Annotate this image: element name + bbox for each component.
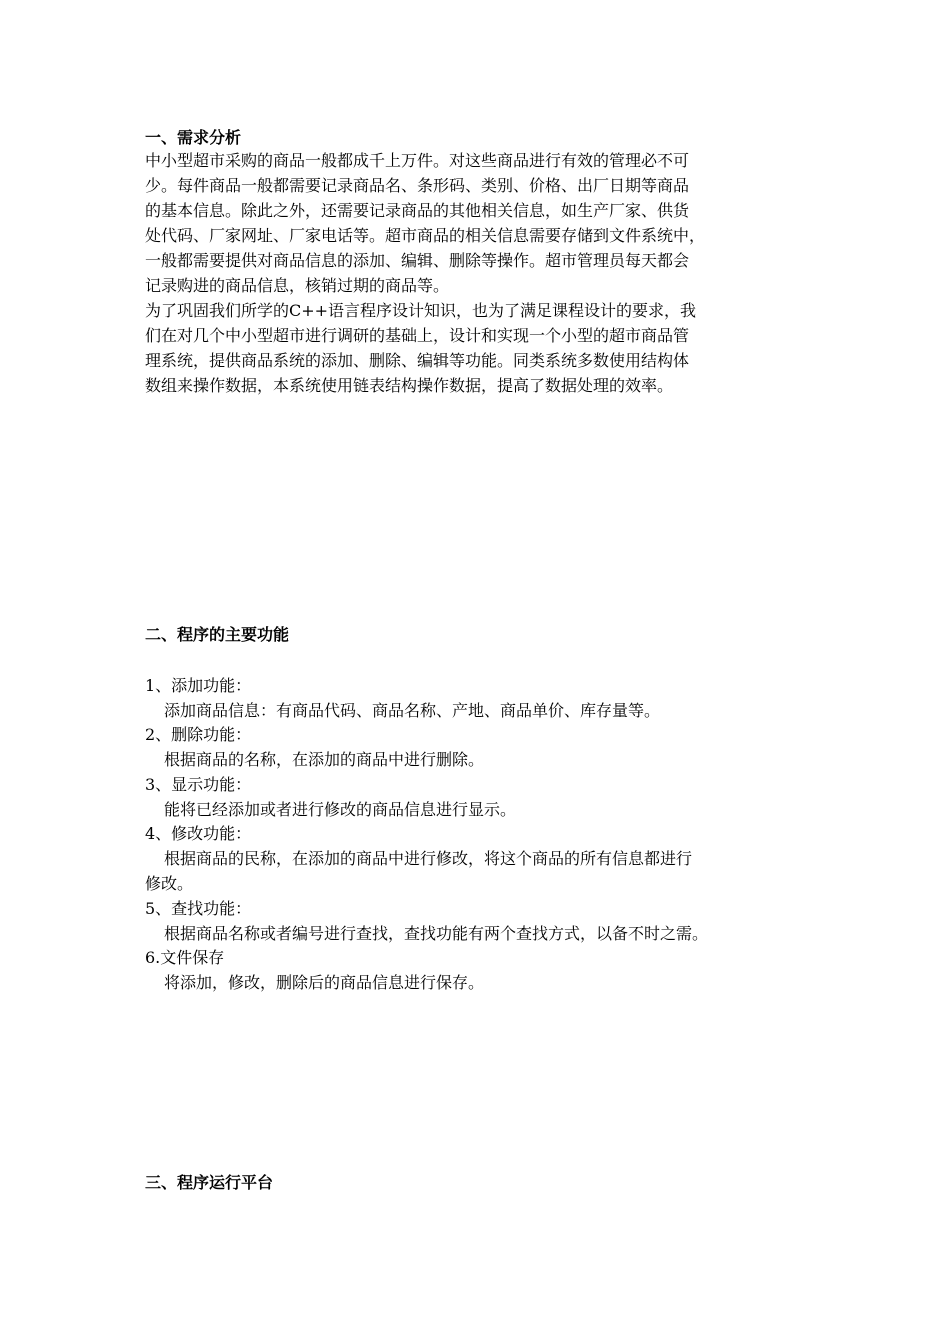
text-line: 理系统，提供商品系统的添加、删除、编辑等功能。同类系统多数使用结构体 <box>145 351 690 370</box>
function-list-item <box>145 772 516 822</box>
function-description-continued: 修改。 <box>145 874 194 893</box>
function-label: 4、修改功能： <box>145 824 252 843</box>
function-label: 6.文件保存 <box>145 948 225 967</box>
text-line: 记录购进的商品信息，核销过期的商品等。 <box>145 276 450 295</box>
text-line: 的基本信息。除此之外，还需要记录商品的其他相关信息，如生产厂家、供货 <box>145 201 690 220</box>
function-label: 1、添加功能： <box>145 676 252 695</box>
function-description: 添加商品信息：有商品代码、商品名称、产地、商品单价、库存量等。 <box>164 701 661 720</box>
section-1-paragraph-1 <box>145 148 825 298</box>
function-description: 根据商品的民称，在添加的商品中进行修改，将这个商品的所有信息都进行 <box>164 849 693 868</box>
section-1-paragraph-2 <box>145 298 825 398</box>
function-label: 5、查找功能： <box>145 899 252 918</box>
section-3-heading: 三、程序运行平台 <box>145 1173 274 1192</box>
text-line: 中小型超市采购的商品一般都成千上万件。对这些商品进行有效的管理必不可 <box>145 151 690 170</box>
function-description: 根据商品的名称，在添加的商品中进行删除。 <box>164 750 485 769</box>
function-list-item <box>145 945 484 995</box>
text-line: 为了巩固我们所学的C++语言程序设计知识，也为了满足课程设计的要求，我 <box>145 301 697 320</box>
function-list-item <box>145 673 660 723</box>
function-description: 根据商品名称或者编号进行查找，查找功能有两个查找方式，以备不时之需。 <box>164 924 709 943</box>
text-line: 数组来操作数据，本系统使用链表结构操作数据，提高了数据处理的效率。 <box>145 376 674 395</box>
text-line: 少。每件商品一般都需要记录商品名、条形码、类别、价格、出厂日期等商品 <box>145 176 690 195</box>
section-2-heading: 二、程序的主要功能 <box>145 625 290 644</box>
function-label: 3、显示功能： <box>145 775 252 794</box>
text-line: 一般都需要提供对商品信息的添加、编辑、删除等操作。超市管理员每天都会 <box>145 251 690 270</box>
function-label: 2、删除功能： <box>145 725 252 744</box>
function-list-item <box>145 821 692 896</box>
function-list-item <box>145 896 708 946</box>
function-description: 将添加，修改，删除后的商品信息进行保存。 <box>164 973 485 992</box>
function-description: 能将已经添加或者进行修改的商品信息进行显示。 <box>164 800 517 819</box>
text-line: 们在对几个中小型超市进行调研的基础上，设计和实现一个小型的超市商品管 <box>145 326 690 345</box>
text-line: 处代码、厂家网址、厂家电话等。超市商品的相关信息需要存储到文件系统中， <box>145 226 706 245</box>
function-list-item <box>145 722 484 772</box>
section-1-heading: 一、需求分析 <box>145 128 242 147</box>
